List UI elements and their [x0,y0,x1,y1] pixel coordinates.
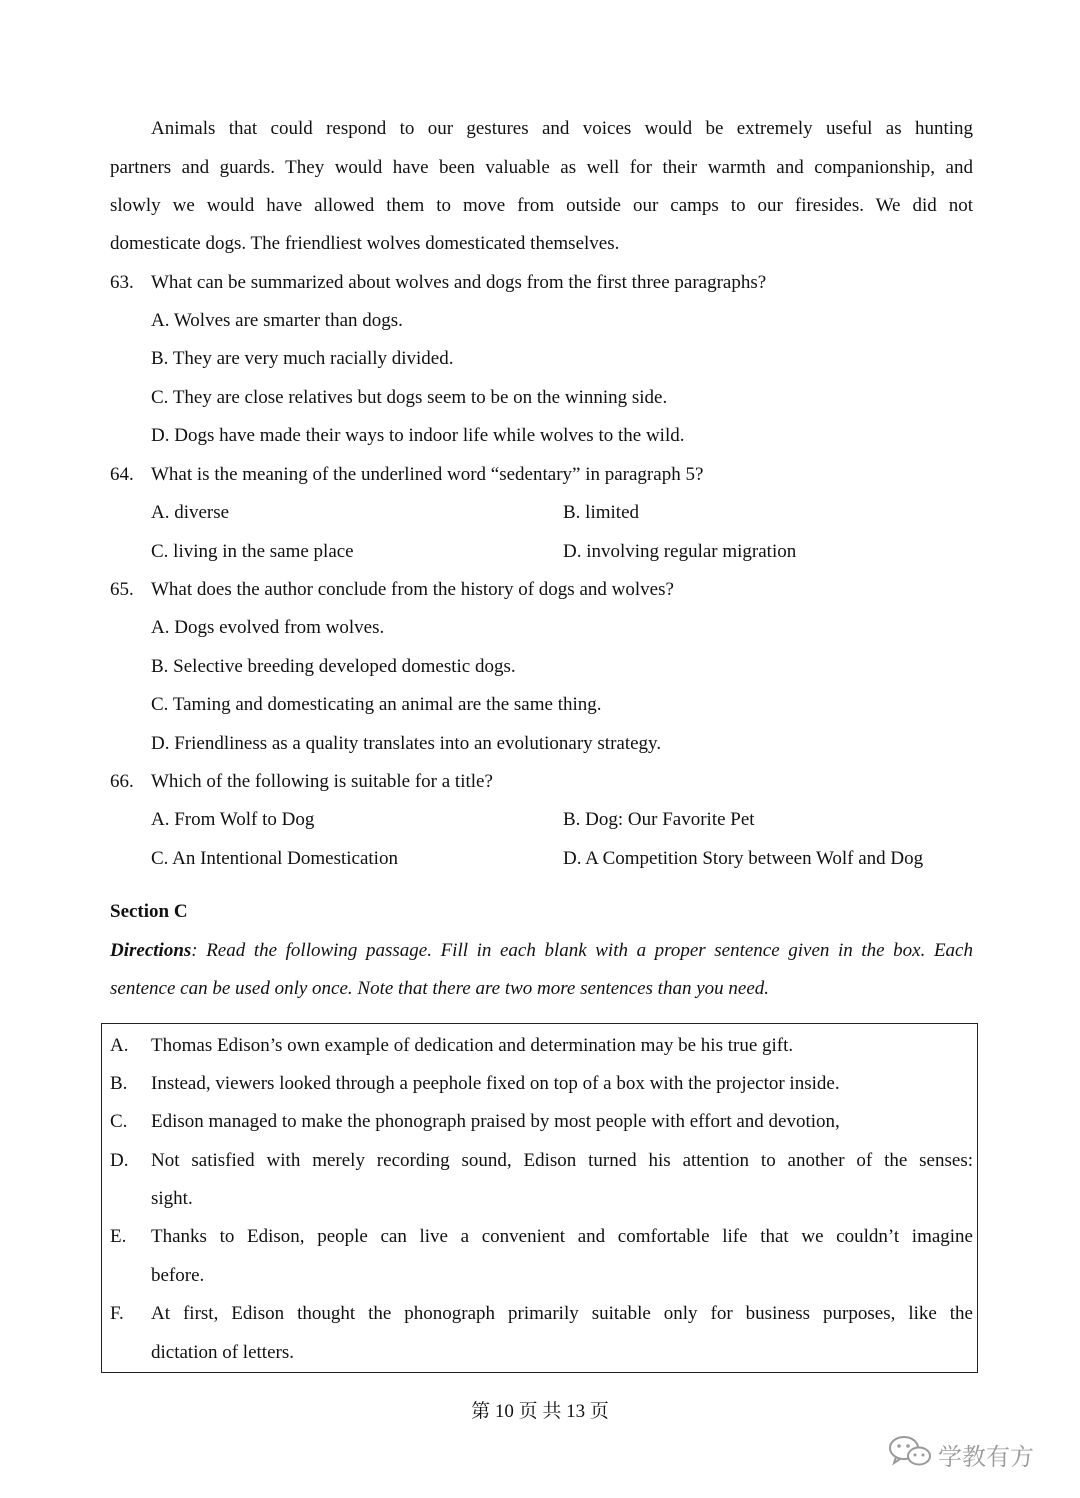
wechat-icon [888,1434,932,1474]
box-letter: E. [110,1226,127,1247]
question-number: 64. [110,464,134,485]
watermark-text: 学教有方 [938,1442,1034,1471]
watermark [888,1434,1034,1474]
question-option: B. limited [563,502,639,523]
question-option: A. From Wolf to Dog [151,809,315,830]
question-option: D. Dogs have made their ways to indoor life while wolves to the wild. [151,425,685,446]
directions-label: Directions [110,940,192,961]
question-option: D. involving regular migration [563,541,797,562]
directions-line: sentence can be used only once. Note that there are two more sentences than you need. [110,978,769,999]
box-sentence: Thomas Edison’s own example of dedication and determination may be his true gift. [151,1035,794,1056]
box-letter: D. [110,1150,129,1171]
box-letter: A. [110,1035,129,1056]
question-option: C. They are close relatives but dogs seem to be on the winning side. [151,387,668,408]
question-option: B. They are very much racially divided. [151,348,454,369]
box-sentence-continued: dictation of letters. [151,1342,294,1363]
box-letter: B. [110,1073,128,1094]
question-option: A. Dogs evolved from wolves. [151,617,385,638]
question-text: What does the author conclude from the history of dogs and wolves? [151,579,674,600]
question-option: B. Dog: Our Favorite Pet [563,809,755,830]
passage-line: domesticate dogs. The friendliest wolves domesticated themselves. [110,233,620,254]
question-option: C. An Intentional Domestication [151,848,398,869]
question-text: What is the meaning of the underlined word “sedentary” in paragraph 5? [151,464,704,485]
box-sentence-continued: sight. [151,1188,193,1209]
question-text: What can be summarized about wolves and dogs from the first three paragraphs? [151,272,767,293]
question-text: Which of the following is suitable for a title? [151,771,493,792]
box-sentence: Thanks to Edison, people can live a convenient and comfortable life that we couldn’t imagine [151,1226,973,1247]
question-number: 66. [110,771,134,792]
question-option: D. A Competition Story between Wolf and Dog [563,848,924,869]
page-footer: 第 10 页 共 13 页 [471,1401,609,1422]
question-number: 65. [110,579,134,600]
section-title: Section C [110,901,188,922]
directions-line [110,939,973,963]
question-option: D. Friendliness as a quality translates into an evolutionary strategy. [151,733,662,754]
question-option: C. living in the same place [151,541,354,562]
box-letter: F. [110,1303,124,1324]
passage-line: partners and guards. They would have been valuable as well for their warmth and companionship, and [110,157,973,178]
question-option: B. Selective breeding developed domestic dogs. [151,656,516,677]
question-option: A. diverse [151,502,230,523]
question-option: C. Taming and domesticating an animal are the same thing. [151,694,602,715]
box-sentence-continued: before. [151,1265,205,1286]
passage-line: Animals that could respond to our gestures and voices would be extremely useful as hunting [151,118,973,139]
box-sentence: At first, Edison thought the phonograph primarily suitable only for business purposes, like the [151,1303,973,1324]
box-sentence: Instead, viewers looked through a peephole fixed on top of a box with the projector inside. [151,1073,840,1094]
question-number: 63. [110,272,134,293]
question-option: A. Wolves are smarter than dogs. [151,310,403,331]
passage-line: slowly we would have allowed them to move from outside our camps to our firesides. We did not [110,195,973,216]
directions-text: : Read the following passage. Fill in each blank with a proper sentence given in the box. Each [191,940,973,961]
box-sentence: Edison managed to make the phonograph praised by most people with effort and devotion, [151,1111,840,1132]
box-sentence: Not satisfied with merely recording sound, Edison turned his attention to another of the senses: [151,1150,973,1171]
box-letter: C. [110,1111,128,1132]
